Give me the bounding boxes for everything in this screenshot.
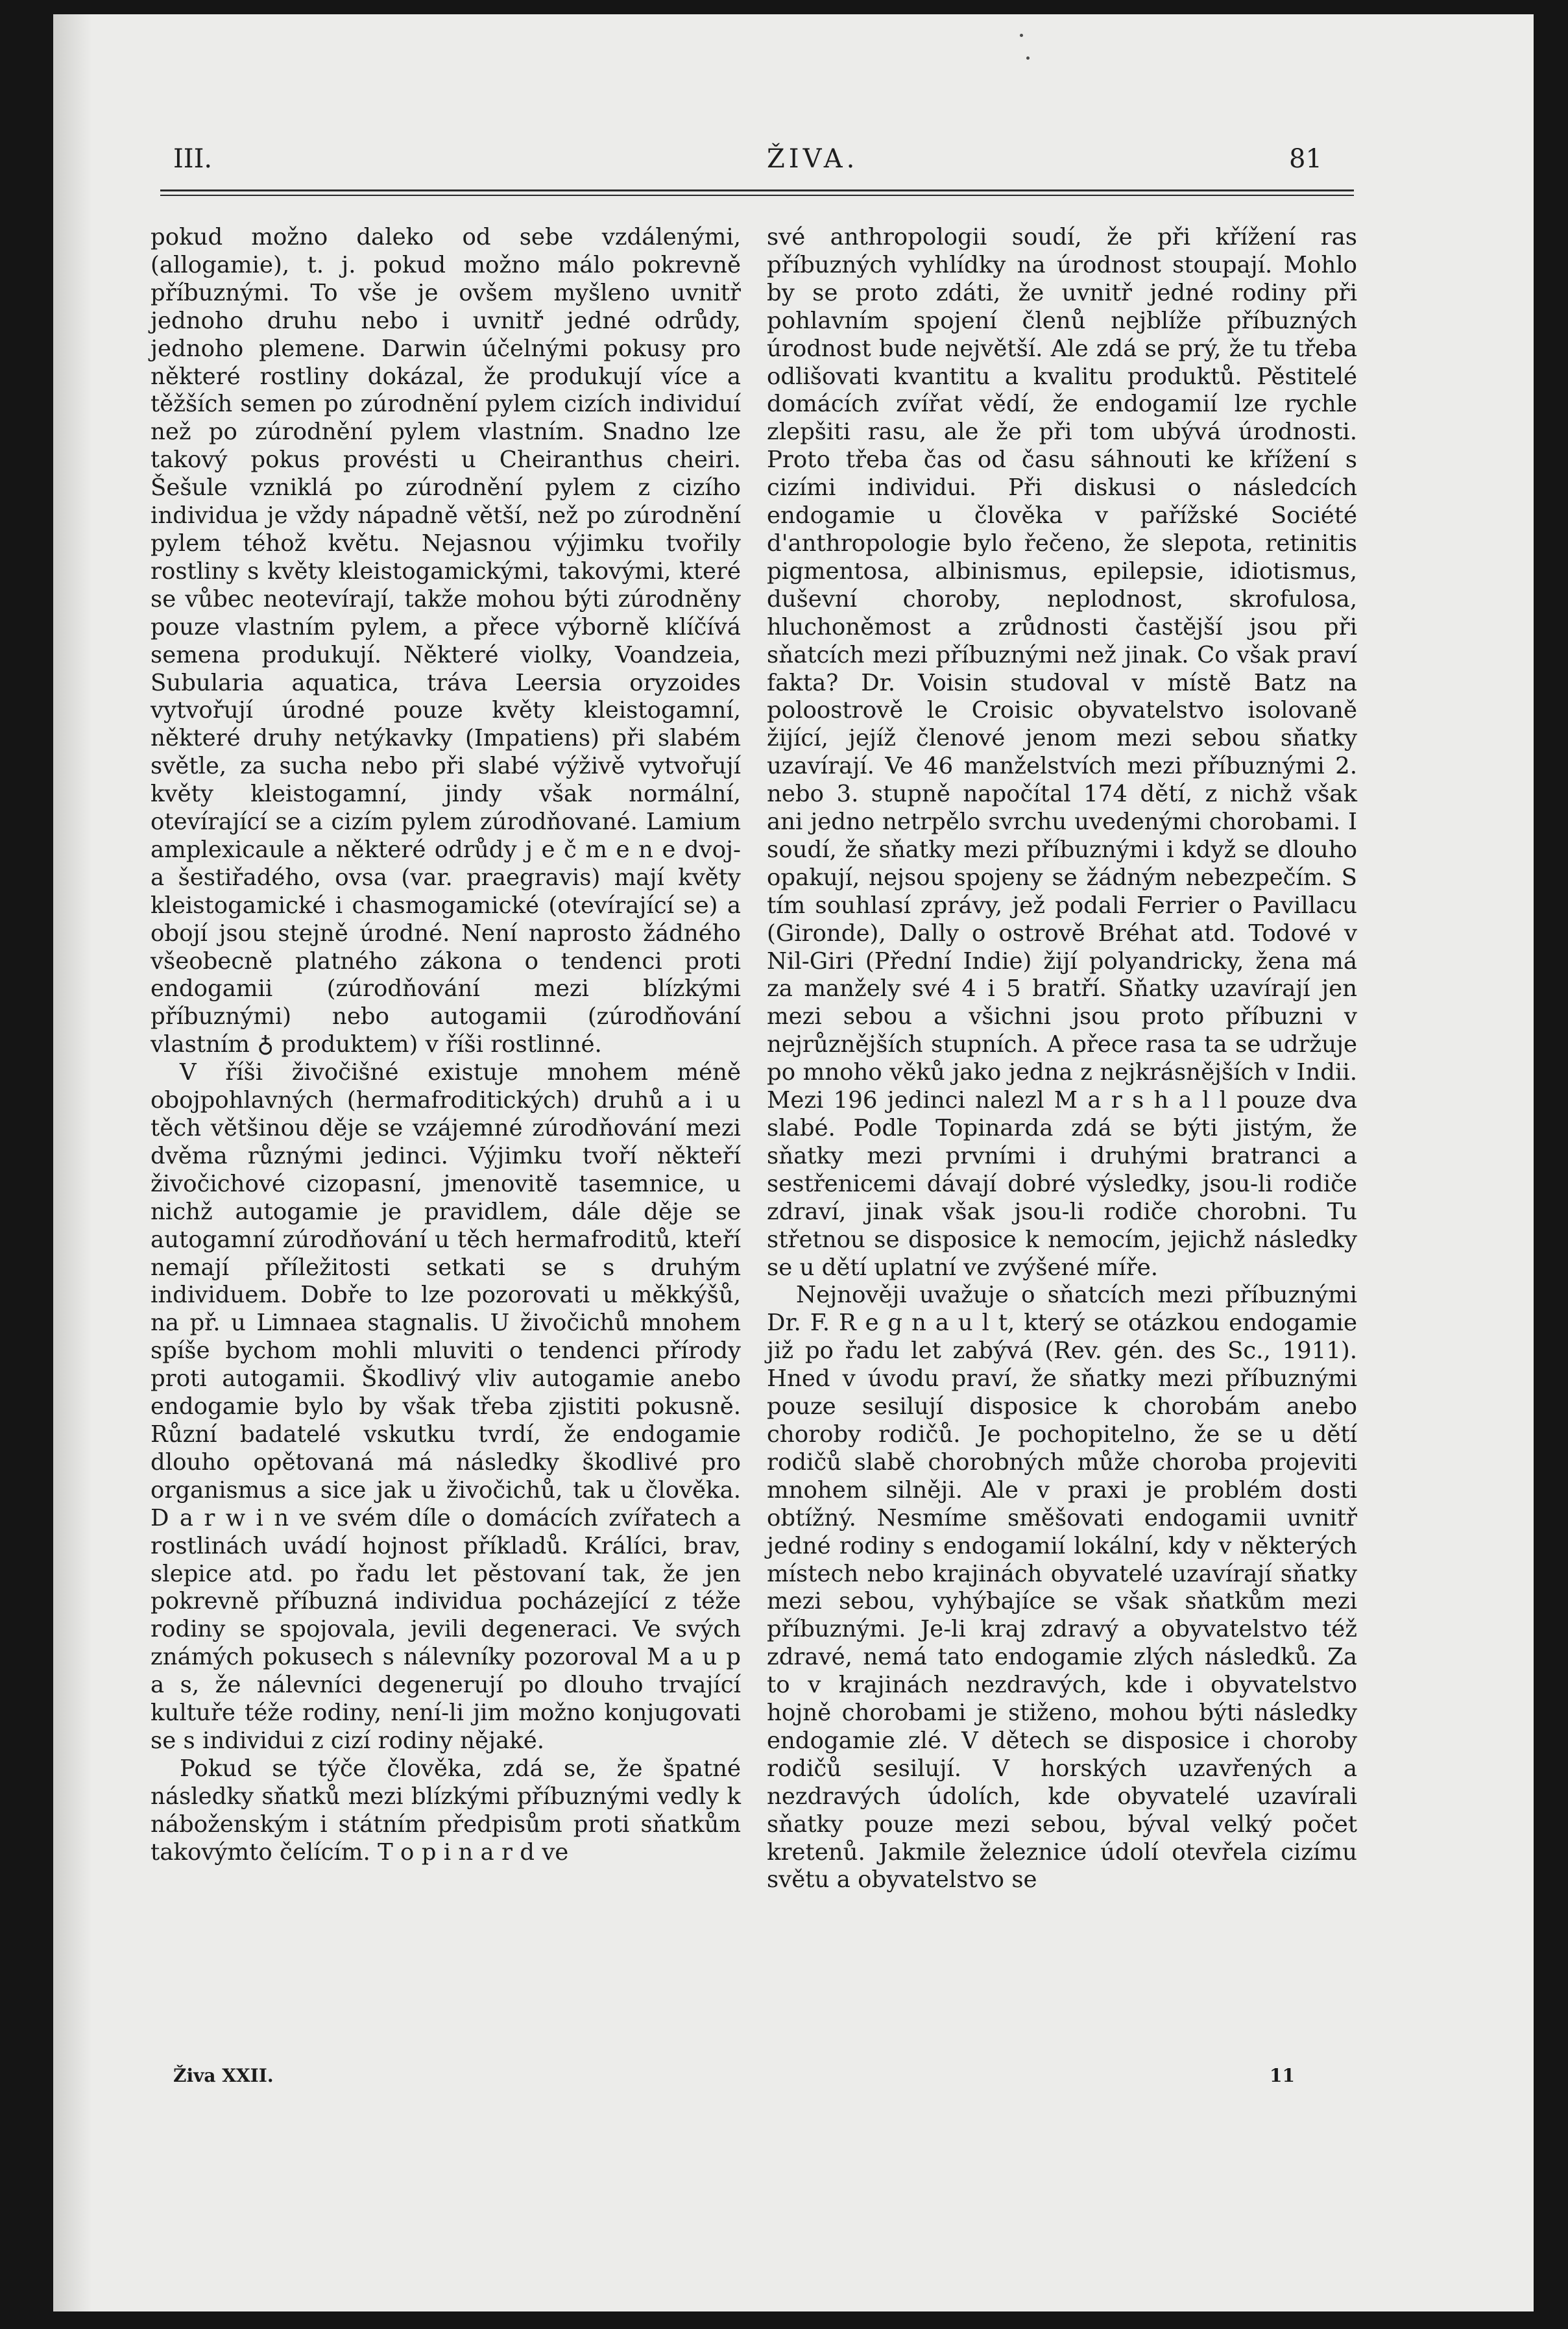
journal-title: ŽIVA. bbox=[767, 144, 859, 174]
page-number: 81 bbox=[1289, 144, 1322, 174]
sheet-number: 11 bbox=[1270, 2065, 1295, 2086]
left-column bbox=[151, 224, 741, 2106]
scan-speck bbox=[1020, 34, 1023, 37]
header-rule-thin bbox=[160, 195, 1354, 196]
paragraph: pokud možno daleko od sebe vzdálenými, (allogamie), t. j. pokud možno málo pokrevně příbuznými. To vše je ovšem myšleno uvnitř jednoho druhu nebo i uvnitř jedné odrůdy, jednoho plemene. Darwin účelnými pokusy pro některé rostliny dokázal, že produkují více a těžších semen po zúrodnění pylem cizích individuí než po zúrodnění pylem vlastním. Snadno lze takový pokus provésti u Cheiranthus cheiri. Šešule vzniklá po zúrodnění pylem z cizího individua je vždy nápadně větší, než po zúrodnění pylem téhož květu. Nejasnou výjimku tvořily rostliny s květy kleistogamickými, takovými, které se vůbec neotevírají, takže mohou býti zúrodněny pouze vlastním pylem, a přece výborně klíčívá semena produkují. Některé violky, Voandzeia, Subularia aquatica, tráva Leersia oryzoides vytvořují úrodné pouze květy kleistogamní, některé druhy netýkavky (Impatiens) při slabém světle, za sucha nebo při slabé výživě vytvořují květy kleistogamní, jindy však normální, otevírající se a cizím pylem zúrodňované. Lamium amplexicaule a některé odrůdy j e č m e n e dvoj- a šestiřadého, ovsa (var. praegravis) mají květy kleistogamické i chasmogamické (otevírající se) a obojí jsou stejně úrodné. Není naprosto žádného všeobecně platného zákona o tendenci proti endogamii (zúrodňování mezi blízkými příbuznými) nebo autogamii (zúrodňování vlastním ♁ produktem) v říši rostlinné. bbox=[151, 224, 741, 1058]
paragraph: Nejnověji uvažuje o sňatcích mezi příbuznými Dr. F. R e g n a u l t, který se otázkou endogamie již po řadu let zabývá (Rev. gén. des Sc., 1911). Hned v úvodu praví, že sňatky mezi příbuznými pouze sesilují disposice k chorobám anebo choroby rodičů. Je pochopitelno, že se u dětí rodičů slabě chorobných může choroba projeviti mnohem silněji. Ale v praxi je problém dosti obtížný. Nesmíme směšovati endogamii uvnitř jedné rodiny s endogamií lokální, kdy v některých místech nebo krajinách obyvatelé uzavírají sňatky mezi sebou, vyhýbajíce se však sňatkům mezi příbuznými. Je-li kraj zdravý a obyvatelstvo též zdravé, nemá tato endogamie zlých následků. Za to v krajinách nezdravých, kde i obyvatelstvo hojně chorobami je stiženo, mohou býti následky endogamie zlé. V dětech se disposice i choroby rodičů sesilují. V horských uzavřených a nezdravých údolích, kde obyvatelé uzavírali sňatky pouze mezi sebou, býval velký počet kretenů. Jakmile železnice údolí otevřela cizímu světu a obyvatelstvo se bbox=[767, 1282, 1357, 1894]
paragraph: V říši živočišné existuje mnohem méně obojpohlavných (hermafroditických) druhů a i u těch většinou děje se vzájemné zúrodňování mezi dvěma různými jedinci. Výjimku tvoří někteří živočichové cizopasní, jmenovitě tasemnice, u nichž autogamie je pravidlem, dále děje se autogamní zúrodňování u těch hermafroditů, kteří nemají příležitosti setkati se s druhým individuem. Dobře to lze pozorovati u měkkýšů, na př. u Limnaea stagnalis. U živočichů mnohem spíše bychom mohli mluviti o tendenci přírody proti autogamii. Škodlivý vliv autogamie anebo endogamie bylo by však třeba zjistiti pokusně. Různí badatelé vskutku tvrdí, že endogamie dlouho opětovaná má následky škodlivé pro organismus a sice jak u živočichů, tak u člověka. D a r w i n ve svém díle o domácích zvířatech a rostlinách uvádí hojnost příkladů. Králíci, brav, slepice atd. po řadu let pěstovaní tak, že jen pokrevně příbuzná individua pocházející z téže rodiny se spojovala, jevili degeneraci. Ve svých známých pokusech s nálevníky pozoroval M a u p a s, že nálevníci degenerují po dlouho trvající kultuře téže rodiny, není-li jim možno konjugovati se s individui z cizí rodiny nějaké. bbox=[151, 1059, 741, 1754]
scan-speck bbox=[1026, 56, 1030, 60]
signature-mark: Živa XXII. bbox=[173, 2065, 274, 2086]
right-column bbox=[767, 224, 1357, 2106]
paragraph: své anthropologii soudí, že při křížení ras příbuzných vyhlídky na úrodnost stoupají. Mohlo by se proto zdáti, že uvnitř jedné rodiny při pohlavním spojení členů nejblíže příbuzných úrodnost bude největší. Ale zdá se prý, že tu třeba odlišovati kvantitu a kvalitu produktů. Pěstitelé domácích zvířat vědí, že endogamií lze rychle zlepšiti rasu, ale že při tom ubývá úrodnosti. Proto třeba čas od času sáhnouti ke křížení s cizími individui. Při diskusi o následcích endogamie u člověka v pařížské Société d'anthropologie bylo řečeno, že slepota, retinitis pigmentosa, albinismus, epilepsie, idiotismus, duševní choroby, neplodnost, skrofulosa, hluchoněmost a zrůdnosti častější jsou při sňatcích mezi příbuznými než jinak. Co však praví fakta? Dr. Voisin studoval v místě Batz na poloostrově le Croisic obyvatelstvo isolovaně žijící, jejíž členové jenom mezi sebou sňatky uzavírají. Ve 46 manželstvích mezi příbuznými 2. nebo 3. stupně napočítal 174 dětí, z nichž však ani jedno netrpělo svrchu uvedenými chorobami. I soudí, že sňatky mezi příbuznými i když se dlouho opakují, nejsou spojeny se žádným nebezpečím. S tím souhlasí zprávy, jež podali Ferrier o Pavillacu (Gironde), Dally o ostrově Bréhat atd. Todové v Nil-Giri (Přední Indie) žijí polyandricky, žena má za manžely své 4 i 5 bratří. Sňatky uzavírají jen mezi sebou a všichni jsou proto příbuzni v nejrůznějších stupních. A přece rasa ta se udržuje po mnoho věků jako jedna z nejkrásnějších v Indii. Mezi 196 jedinci nalezl M a r s h a l l pouze dva slabé. Podle Topinarda zdá se býti jistým, že sňatky mezi prvními i druhými bratranci a sestřenicemi dávají dobré výsledky, jsou-li rodiče zdraví, jinak však jsou-li rodiče chorobni. Tu střetnou se disposice k nemocím, jejichž následky se u dětí uplatní ve zvýšené míře. bbox=[767, 224, 1357, 1281]
journal-page bbox=[53, 14, 1534, 2311]
header-rule bbox=[160, 189, 1354, 191]
volume-number: III. bbox=[173, 144, 213, 174]
paragraph: Pokud se týče člověka, zdá se, že špatné následky sňatků mezi blízkými příbuznými vedly k náboženským i státním předpisům proti sňatkům takovýmto čelícím. T o p i n a r d ve bbox=[151, 1755, 741, 1866]
